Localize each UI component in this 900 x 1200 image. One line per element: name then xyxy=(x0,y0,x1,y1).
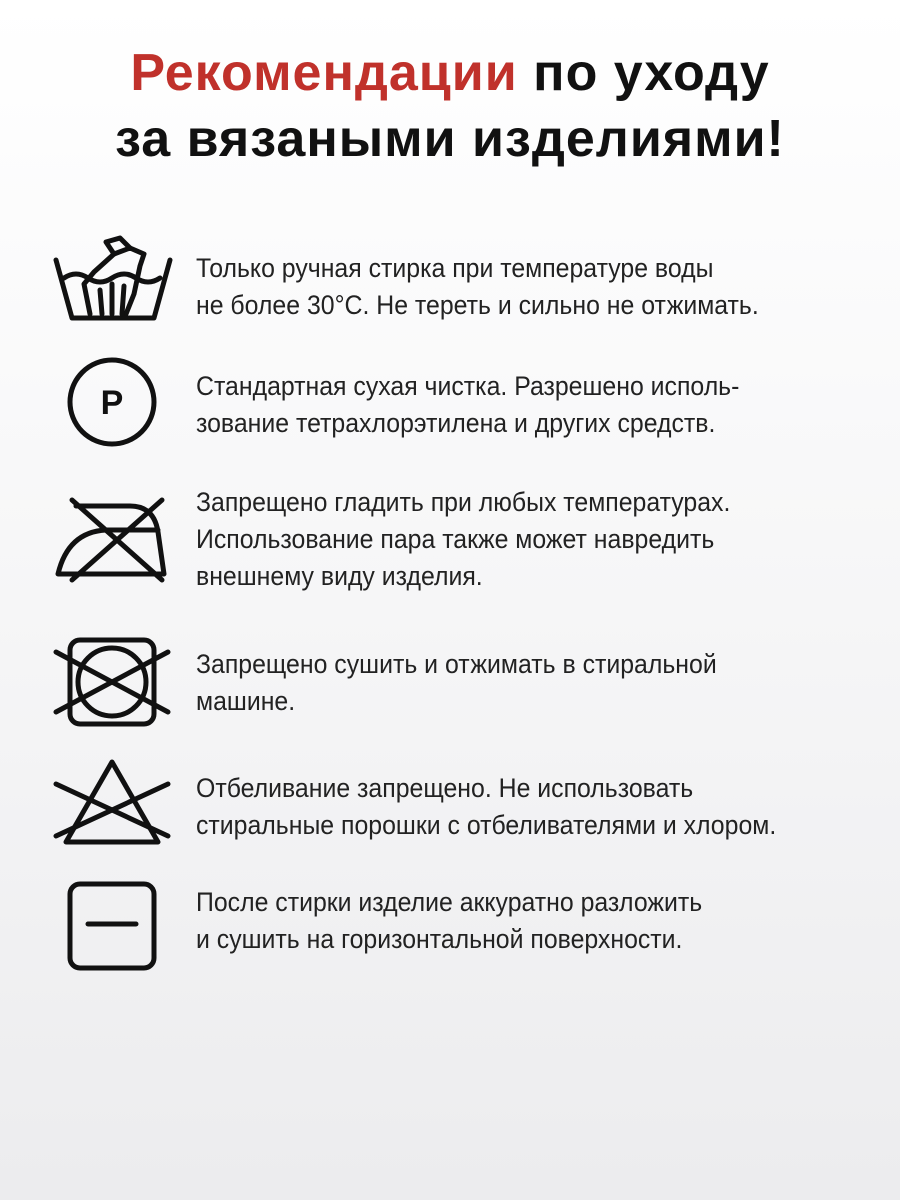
no-bleach-icon xyxy=(50,756,174,876)
text-line: и сушить на горизонтальной поверхности. xyxy=(196,924,683,954)
text-line: внешнему виду изделия. xyxy=(196,561,483,591)
text-line: зование тетрахлорэтилена и других средств. xyxy=(196,408,716,438)
text-line: Только ручная стирка при температуре воды xyxy=(196,253,714,283)
title-line-1 xyxy=(0,40,900,106)
text-line: не более 30°С. Не тереть и сильно не отжимать. xyxy=(196,290,759,320)
text-line: После стирки изделие аккуратно разложить xyxy=(196,887,703,917)
care-item-dry-clean xyxy=(0,352,900,492)
care-item-text xyxy=(196,368,822,442)
title-rest: по уходу xyxy=(533,44,770,102)
text-line: стиральные порошки с отбеливателями и хлором. xyxy=(196,810,777,840)
care-item-no-iron xyxy=(0,482,900,622)
no-tumble-dry-icon xyxy=(50,632,174,752)
care-item-no-bleach xyxy=(0,756,900,896)
no-iron-icon xyxy=(50,482,174,602)
care-item-text xyxy=(196,484,822,595)
dry-clean-p-icon xyxy=(50,352,174,472)
care-item-text xyxy=(196,884,822,958)
text-line: Запрещено сушить и отжимать в стиральной xyxy=(196,649,717,679)
care-item-dry-flat xyxy=(0,878,900,1018)
care-item-text xyxy=(196,646,822,720)
care-item-hand-wash xyxy=(0,232,900,372)
text-line: Использование пара также может навредить xyxy=(196,524,715,554)
hand-wash-icon xyxy=(50,232,174,352)
text-line: Отбеливание запрещено. Не использовать xyxy=(196,773,694,803)
text-line: Запрещено гладить при любых температурах. xyxy=(196,487,731,517)
page-title xyxy=(0,40,900,172)
text-line: Стандартная сухая чистка. Разрешено исполь- xyxy=(196,371,740,401)
dry-clean-letter: P xyxy=(100,384,124,422)
title-line-2: за вязаными изделиями! xyxy=(115,110,785,168)
care-item-text xyxy=(196,250,822,324)
care-item-no-tumble-dry xyxy=(0,632,900,772)
title-accent: Рекомендации xyxy=(130,44,518,102)
dry-flat-icon xyxy=(50,878,174,998)
text-line: машине. xyxy=(196,686,296,716)
care-item-text xyxy=(196,770,822,844)
